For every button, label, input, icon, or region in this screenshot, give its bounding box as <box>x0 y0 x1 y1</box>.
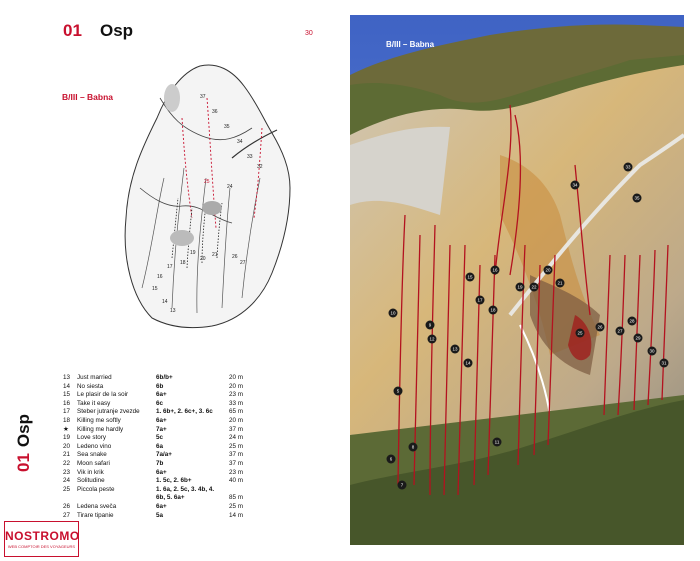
route-grade: 7b <box>156 459 164 467</box>
route-row <box>63 512 303 521</box>
route-name: Take it easy <box>77 399 111 407</box>
chapter-title: Osp <box>100 21 134 40</box>
route-length: 65 m <box>229 408 243 416</box>
route-name: Ledeno vino <box>77 442 112 450</box>
route-name: Killing me hardly <box>77 425 124 433</box>
route-number: 14 <box>63 382 71 390</box>
route-row <box>63 408 303 417</box>
route-length: 23 m <box>229 391 243 399</box>
route-number: 16 <box>63 399 71 407</box>
nostromo-logo <box>4 521 79 557</box>
route-name: Solitudine <box>77 477 105 485</box>
sketch-label: 33 <box>247 154 253 160</box>
route-number: 22 <box>63 459 71 467</box>
route-number: 15 <box>63 391 71 399</box>
route-length: 85 m <box>229 494 243 502</box>
route-length: 37 m <box>229 425 243 433</box>
sketch-label: 24 <box>227 184 233 190</box>
route-grade: 6a+ <box>156 468 167 476</box>
route-marker: 16 <box>492 267 498 273</box>
side-chapter-name: Osp <box>14 414 33 448</box>
route-row <box>63 426 303 435</box>
route-grade: 5c <box>156 434 164 442</box>
route-marker: 35 <box>634 195 640 201</box>
sketch-label: 25 <box>204 179 210 185</box>
sketch-label: 37 <box>200 94 206 100</box>
route-length: 40 m <box>229 477 243 485</box>
route-length: 25 m <box>229 442 243 450</box>
route-row <box>63 434 303 443</box>
route-list <box>63 374 303 520</box>
route-number: 20 <box>63 442 71 450</box>
route-marker: 20 <box>545 267 551 273</box>
route-length: 37 m <box>229 451 243 459</box>
route-row <box>63 503 303 512</box>
route-marker: 26 <box>597 324 603 330</box>
route-marker: 29 <box>635 335 641 341</box>
route-grade: 1. 5c, 2. 6b+ <box>156 477 192 485</box>
route-row <box>63 460 303 469</box>
sketch-label: 32 <box>257 164 263 170</box>
sketch-label: 20 <box>200 256 206 262</box>
route-name: Love story <box>77 434 107 442</box>
route-grade: 6a+ <box>156 391 167 399</box>
route-name: Le plasir de la soir <box>77 391 129 399</box>
logo-tagline: WEB COMPTOIR DES VOYAGEURS <box>7 544 76 549</box>
route-marker: 34 <box>572 182 578 188</box>
route-grade: 6a <box>156 442 164 450</box>
route-length: 24 m <box>229 434 243 442</box>
route-row <box>63 383 303 392</box>
route-number: ★ <box>63 425 69 433</box>
route-marker: 27 <box>617 328 623 334</box>
route-row <box>63 400 303 409</box>
route-row <box>63 391 303 400</box>
route-grade: 6b/b+ <box>156 374 173 381</box>
route-marker: 14 <box>465 360 471 366</box>
route-name: Killing me softly <box>77 416 121 424</box>
route-marker: 22 <box>531 284 537 290</box>
route-name: Sea snake <box>77 451 107 459</box>
route-marker: 10 <box>390 310 396 316</box>
sketch-label: 21 <box>212 252 218 258</box>
route-marker: 31 <box>661 360 667 366</box>
route-name: Vik in krik <box>77 468 104 476</box>
route-marker: 19 <box>517 284 523 290</box>
sketch-label: 34 <box>237 139 243 145</box>
route-marker: 15 <box>467 274 473 280</box>
route-marker: 5 <box>396 388 400 394</box>
route-length: 23 m <box>229 468 243 476</box>
route-row <box>63 417 303 426</box>
route-grade: 7a+ <box>156 425 167 433</box>
route-name: Moon safari <box>77 459 110 467</box>
route-marker: 12 <box>429 336 435 342</box>
sketch-label: 13 <box>170 308 176 314</box>
route-name: Tirare tipanie <box>77 511 114 519</box>
side-chapter-number: 01 <box>14 453 33 472</box>
route-marker: 28 <box>629 318 635 324</box>
route-name: Steber jutranje zvezde <box>77 408 140 416</box>
route-length: 20 m <box>229 374 243 381</box>
route-marker: 7 <box>400 482 404 488</box>
sketch-label: 15 <box>152 286 158 292</box>
crag-photo <box>350 15 684 545</box>
route-marker: 6 <box>389 456 393 462</box>
route-number: 21 <box>63 451 71 459</box>
route-row <box>63 451 303 460</box>
route-row <box>63 477 303 486</box>
route-name: Just married <box>77 374 112 381</box>
route-name: Ledena sveča <box>77 502 117 510</box>
route-number: 23 <box>63 468 71 476</box>
route-marker: 21 <box>557 280 563 286</box>
route-number: 19 <box>63 434 71 442</box>
route-row <box>63 486 303 503</box>
sector-title-left: B/III – Babna <box>62 92 114 102</box>
route-length: 20 m <box>229 416 243 424</box>
route-marker: 17 <box>477 297 483 303</box>
logo-name: NOSTROMO <box>5 529 80 543</box>
route-grade: 1. 6b+, 2. 6c+, 3. 6c <box>156 408 213 416</box>
page-number: 30 <box>305 30 313 37</box>
route-grade: 6b <box>156 382 164 390</box>
route-grade: 1. 6a, 2. 5c, 3. 4b, 4. 6b, 5. 6a+ <box>156 485 215 502</box>
chapter-number: 01 <box>63 21 82 40</box>
route-marker: 11 <box>494 439 500 445</box>
sketch-label: 26 <box>232 254 238 260</box>
route-row <box>63 374 303 383</box>
route-number: 13 <box>63 374 71 381</box>
route-marker: 30 <box>649 348 655 354</box>
route-name: Piccola peste <box>77 485 115 493</box>
route-grade: 6a+ <box>156 416 167 424</box>
route-row <box>63 469 303 478</box>
route-marker: 9 <box>428 322 432 328</box>
route-grade: 6a+ <box>156 502 167 510</box>
sketch-label: 14 <box>162 299 168 305</box>
route-grade: 7a/a+ <box>156 451 172 459</box>
route-row <box>63 443 303 452</box>
sector-title-right: B/III – Babna <box>386 40 435 49</box>
sketch-label: 36 <box>212 109 218 115</box>
route-number: 26 <box>63 502 71 510</box>
route-length: 37 m <box>229 459 243 467</box>
route-marker: 25 <box>577 330 583 336</box>
route-marker: 8 <box>411 444 415 450</box>
crag-sketch <box>112 58 302 330</box>
route-number: 27 <box>63 511 71 519</box>
route-length: 25 m <box>229 502 243 510</box>
route-name: No siesta <box>77 382 104 390</box>
route-number: 24 <box>63 477 71 485</box>
route-number: 18 <box>63 416 71 424</box>
route-number: 17 <box>63 408 71 416</box>
route-grade: 5a <box>156 511 164 519</box>
route-marker: 13 <box>452 346 458 352</box>
side-chapter-title <box>14 414 34 472</box>
sketch-label: 17 <box>167 264 173 270</box>
sketch-label: 16 <box>157 274 163 280</box>
sketch-label: 18 <box>180 260 186 266</box>
sketch-label: 35 <box>224 124 230 130</box>
sketch-label: 27 <box>240 260 246 266</box>
route-marker: 33 <box>625 164 631 170</box>
route-length: 33 m <box>229 399 243 407</box>
route-grade: 6c <box>156 399 164 407</box>
sketch-label: 19 <box>190 250 196 256</box>
route-length: 20 m <box>229 382 243 390</box>
route-length: 14 m <box>229 511 243 519</box>
route-number: 25 <box>63 485 71 493</box>
route-marker: 18 <box>490 307 496 313</box>
